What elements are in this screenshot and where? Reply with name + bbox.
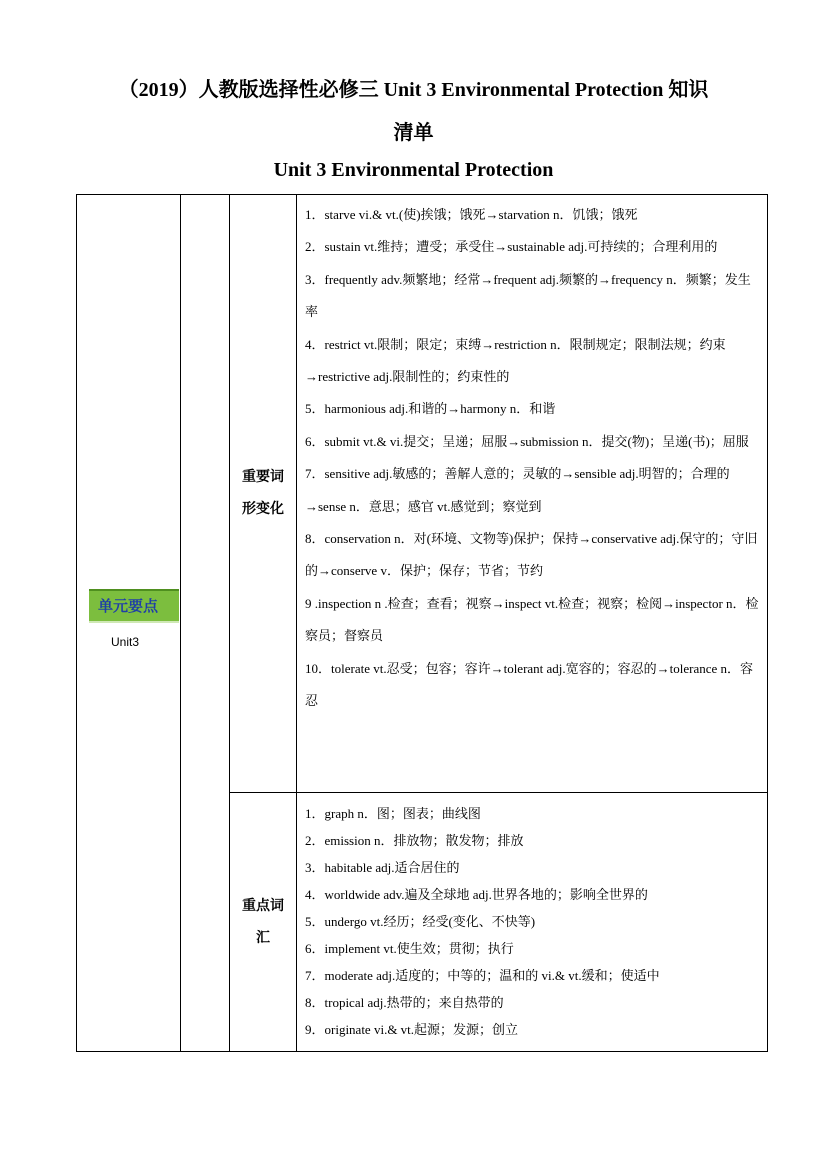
list-item: 5．harmonious adj.和谐的→harmony n．和谐 xyxy=(305,401,556,417)
empty-cell xyxy=(181,195,230,1052)
list-item: 8．conservation n．对(环境、文物等)保护；保持→conservative adj.保守的；守旧的→conserve v．保护；保存；节省；节约 xyxy=(305,531,758,579)
list-item: 7．sensitive adj.敏感的；善解人意的；灵敏的→sensible adj.明智的；合理的→sense n．意思；感官 vt.感觉到；察觉到 xyxy=(305,466,730,514)
document-subtitle: Unit 3 Environmental Protection xyxy=(273,159,554,181)
list-item: 2．sustain vt.维持；遭受；承受住→sustainable adj.可持续的；合理利用的 xyxy=(305,239,718,255)
list-item: 4．worldwide adv.遍及全球地 adj.世界各地的；影响全世界的 xyxy=(305,886,648,902)
list-item: 10．tolerate vt.忍受；包容；容许→tolerant adj.宽容的；容忍的→tolerance n．容忍 xyxy=(305,660,754,709)
category-word-forms xyxy=(230,195,297,793)
list-item: 9．originate vi.& vt.起源；发源；创立 xyxy=(305,1022,519,1038)
list-item: 4．restrict vt.限制；限定；束缚→restriction n．限制规定；限制法规；约束→restrictive adj.限制性的；约束性的 xyxy=(305,336,726,385)
key-vocab-list xyxy=(297,792,768,1051)
unit-cell xyxy=(77,195,181,1052)
list-item: 9 .inspection n .检查；查看；视察→inspect vt.检查；视察；检阅→inspector n．检察员；督察员 xyxy=(305,595,759,644)
list-item: 5．undergo vt.经历；经受(变化、不快等) xyxy=(305,914,536,930)
list-item: 8．tropical adj.热带的；来自热带的 xyxy=(305,995,504,1011)
category-key-vocab xyxy=(230,792,297,1051)
category-label: 重要词形变化 xyxy=(242,469,284,518)
document-title-line-2: 清单 xyxy=(393,122,434,144)
word-forms-list xyxy=(297,195,768,793)
category-label: 重点词汇 xyxy=(242,897,284,946)
knowledge-table xyxy=(76,194,768,1052)
list-item: 6．submit vt.& vi.提交；呈递；屈服→submission n．提交(物)；呈递(书)；屈服 xyxy=(305,433,749,449)
list-item: 3．frequently adv.频繁地；经常→frequent adj.频繁的→frequency n．频繁；发生率 xyxy=(305,271,751,320)
document-title-line-1: （2019）人教版选择性必修三 Unit 3 Environmental Protection 知识 xyxy=(118,79,709,101)
list-item: 2．emission n．排放物；散发物；排放 xyxy=(305,832,524,848)
unit-badge: 单元要点 xyxy=(89,589,179,623)
list-item: 7．moderate adj.适度的；中等的；温和的 vi.& vt.缓和；使适中 xyxy=(305,968,660,984)
list-item: 1．graph n．图；图表；曲线图 xyxy=(305,805,481,821)
unit-label: Unit3 xyxy=(111,635,140,649)
list-item: 1．starve vi.& vt.(使)挨饿；饿死→starvation n．饥饿；饿死 xyxy=(305,207,638,222)
list-item: 6．implement vt.使生效；贯彻；执行 xyxy=(305,941,514,957)
list-item: 3．habitable adj.适合居住的 xyxy=(305,859,460,875)
